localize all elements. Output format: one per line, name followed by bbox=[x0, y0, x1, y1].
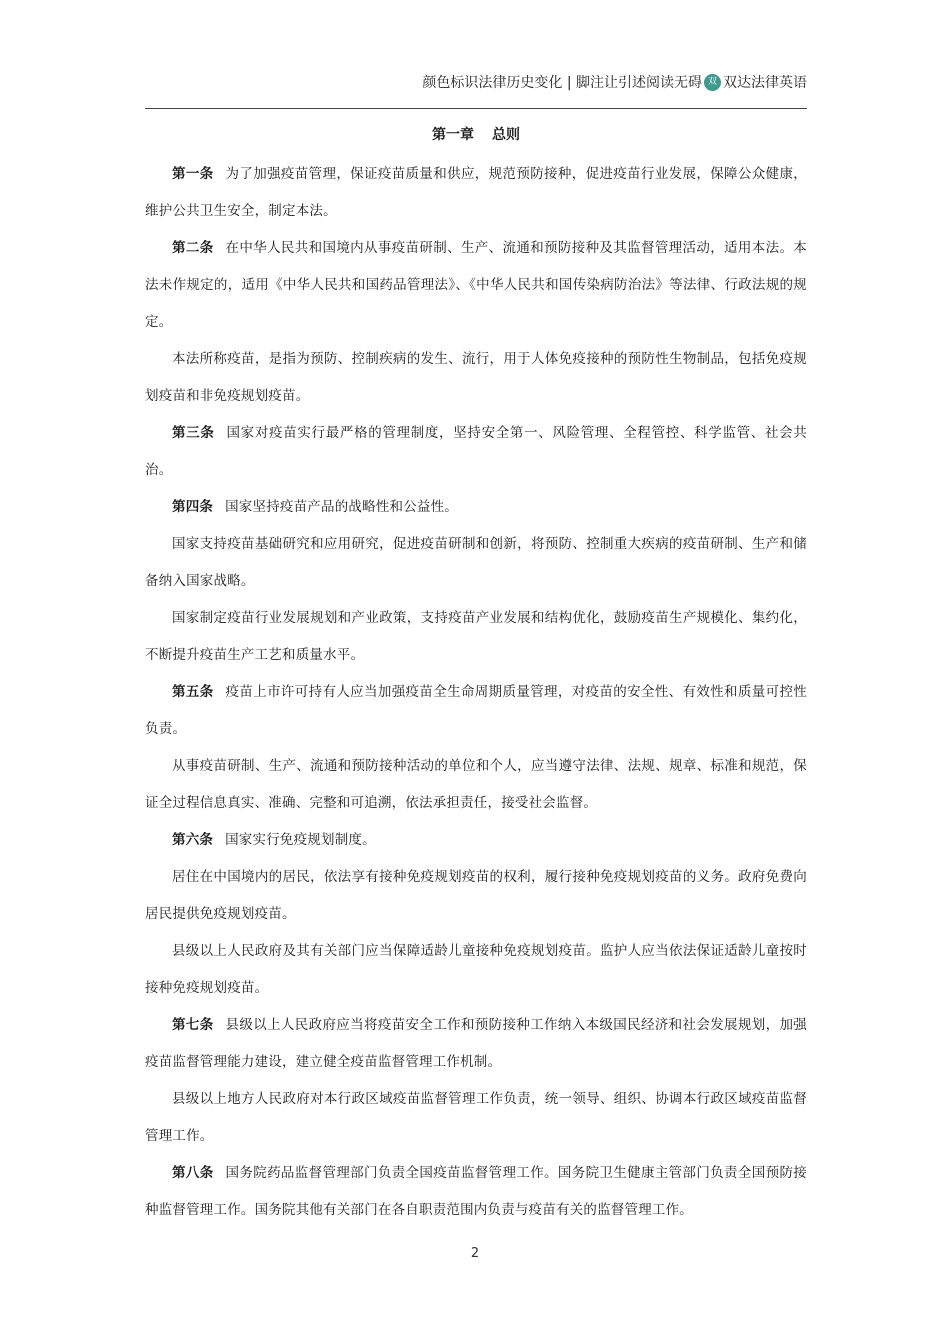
paragraph-list bbox=[145, 156, 807, 1229]
document-body bbox=[145, 120, 807, 1229]
paragraph bbox=[145, 489, 807, 526]
paragraph bbox=[145, 1007, 807, 1081]
paragraph-text: 为了加强疫苗管理，保证疫苗质量和供应，规范预防接种，促进疫苗行业发展，保障公众健康，维护公共卫生安全，制定本法。 bbox=[145, 166, 807, 219]
article-number: 第二条 bbox=[172, 240, 214, 256]
paragraph-text: 国家制定疫苗行业发展规划和产业政策，支持疫苗产业发展和结构优化，鼓励疫苗生产规模化、集约化，不断提升疫苗生产工艺和质量水平。 bbox=[145, 610, 807, 663]
brand-logo-icon: 双 bbox=[704, 74, 721, 91]
paragraph bbox=[145, 859, 807, 933]
paragraph-text: 从事疫苗研制、生产、流通和预防接种活动的单位和个人，应当遵守法律、法规、规章、标准和规范，保证全过程信息真实、准确、完整和可追溯，依法承担责任，接受社会监督。 bbox=[145, 758, 807, 811]
paragraph bbox=[145, 1081, 807, 1155]
paragraph bbox=[145, 1155, 807, 1229]
paragraph-text: 本法所称疫苗，是指为预防、控制疾病的发生、流行，用于人体免疫接种的预防性生物制品，包括免疫规划疫苗和非免疫规划疫苗。 bbox=[145, 351, 807, 404]
header-text-right: 双达法律英语 bbox=[723, 75, 807, 91]
page-number: 2 bbox=[470, 1246, 480, 1261]
paragraph bbox=[145, 933, 807, 1007]
article-number: 第五条 bbox=[172, 684, 214, 700]
paragraph bbox=[145, 341, 807, 415]
header-divider bbox=[145, 108, 807, 109]
paragraph-text: 国家实行免疫规划制度。 bbox=[225, 832, 376, 848]
paragraph bbox=[145, 822, 807, 859]
chapter-name: 总则 bbox=[492, 127, 520, 143]
article-number: 第七条 bbox=[172, 1017, 214, 1033]
article-number: 第八条 bbox=[172, 1165, 214, 1181]
paragraph-text: 国家坚持疫苗产品的战略性和公益性。 bbox=[225, 499, 459, 515]
article-number: 第三条 bbox=[172, 425, 215, 441]
header-text-left: 颜色标识法律历史变化 | 脚注让引述阅读无碍 bbox=[422, 75, 702, 91]
paragraph bbox=[145, 674, 807, 748]
paragraph bbox=[145, 748, 807, 822]
paragraph-text: 县级以上人民政府应当将疫苗安全工作和预防接种工作纳入本级国民经济和社会发展规划，加强疫苗监督管理能力建设，建立健全疫苗监督管理工作机制。 bbox=[145, 1017, 807, 1070]
paragraph bbox=[145, 156, 807, 230]
paragraph bbox=[145, 526, 807, 600]
chapter-number: 第一章 bbox=[432, 127, 474, 143]
chapter-title bbox=[145, 120, 807, 150]
article-number: 第四条 bbox=[172, 499, 214, 515]
paragraph-text: 国家支持疫苗基础研究和应用研究，促进疫苗研制和创新，将预防、控制重大疾病的疫苗研制、生产和储备纳入国家战略。 bbox=[145, 536, 807, 589]
paragraph-text: 国家对疫苗实行最严格的管理制度，坚持安全第一、风险管理、全程管控、科学监管、社会共治。 bbox=[145, 425, 807, 478]
paragraph-text: 疫苗上市许可持有人应当加强疫苗全生命周期质量管理，对疫苗的安全性、有效性和质量可控性负责。 bbox=[145, 684, 807, 737]
paragraph bbox=[145, 415, 807, 489]
paragraph-text: 在中华人民共和国境内从事疫苗研制、生产、流通和预防接种及其监督管理活动，适用本法。本法未作规定的，适用《中华人民共和国药品管理法》、《中华人民共和国传染病防治法》等法律、行政法规的规定。 bbox=[145, 240, 807, 330]
paragraph-text: 县级以上人民政府及其有关部门应当保障适龄儿童接种免疫规划疫苗。监护人应当依法保证适龄儿童按时接种免疫规划疫苗。 bbox=[145, 943, 807, 996]
article-number: 第一条 bbox=[172, 166, 214, 182]
paragraph-text: 县级以上地方人民政府对本行政区域疫苗监督管理工作负责，统一领导、组织、协调本行政区域疫苗监督管理工作。 bbox=[145, 1091, 807, 1144]
paragraph bbox=[145, 600, 807, 674]
page-header bbox=[145, 62, 807, 102]
paragraph-text: 国务院药品监督管理部门负责全国疫苗监督管理工作。国务院卫生健康主管部门负责全国预防接种监督管理工作。国务院其他有关部门在各自职责范围内负责与疫苗有关的监督管理工作。 bbox=[145, 1165, 807, 1218]
paragraph bbox=[145, 230, 807, 341]
paragraph-text: 居住在中国境内的居民，依法享有接种免疫规划疫苗的权利，履行接种免疫规划疫苗的义务。政府免费向居民提供免疫规划疫苗。 bbox=[145, 869, 807, 922]
article-number: 第六条 bbox=[172, 832, 214, 848]
